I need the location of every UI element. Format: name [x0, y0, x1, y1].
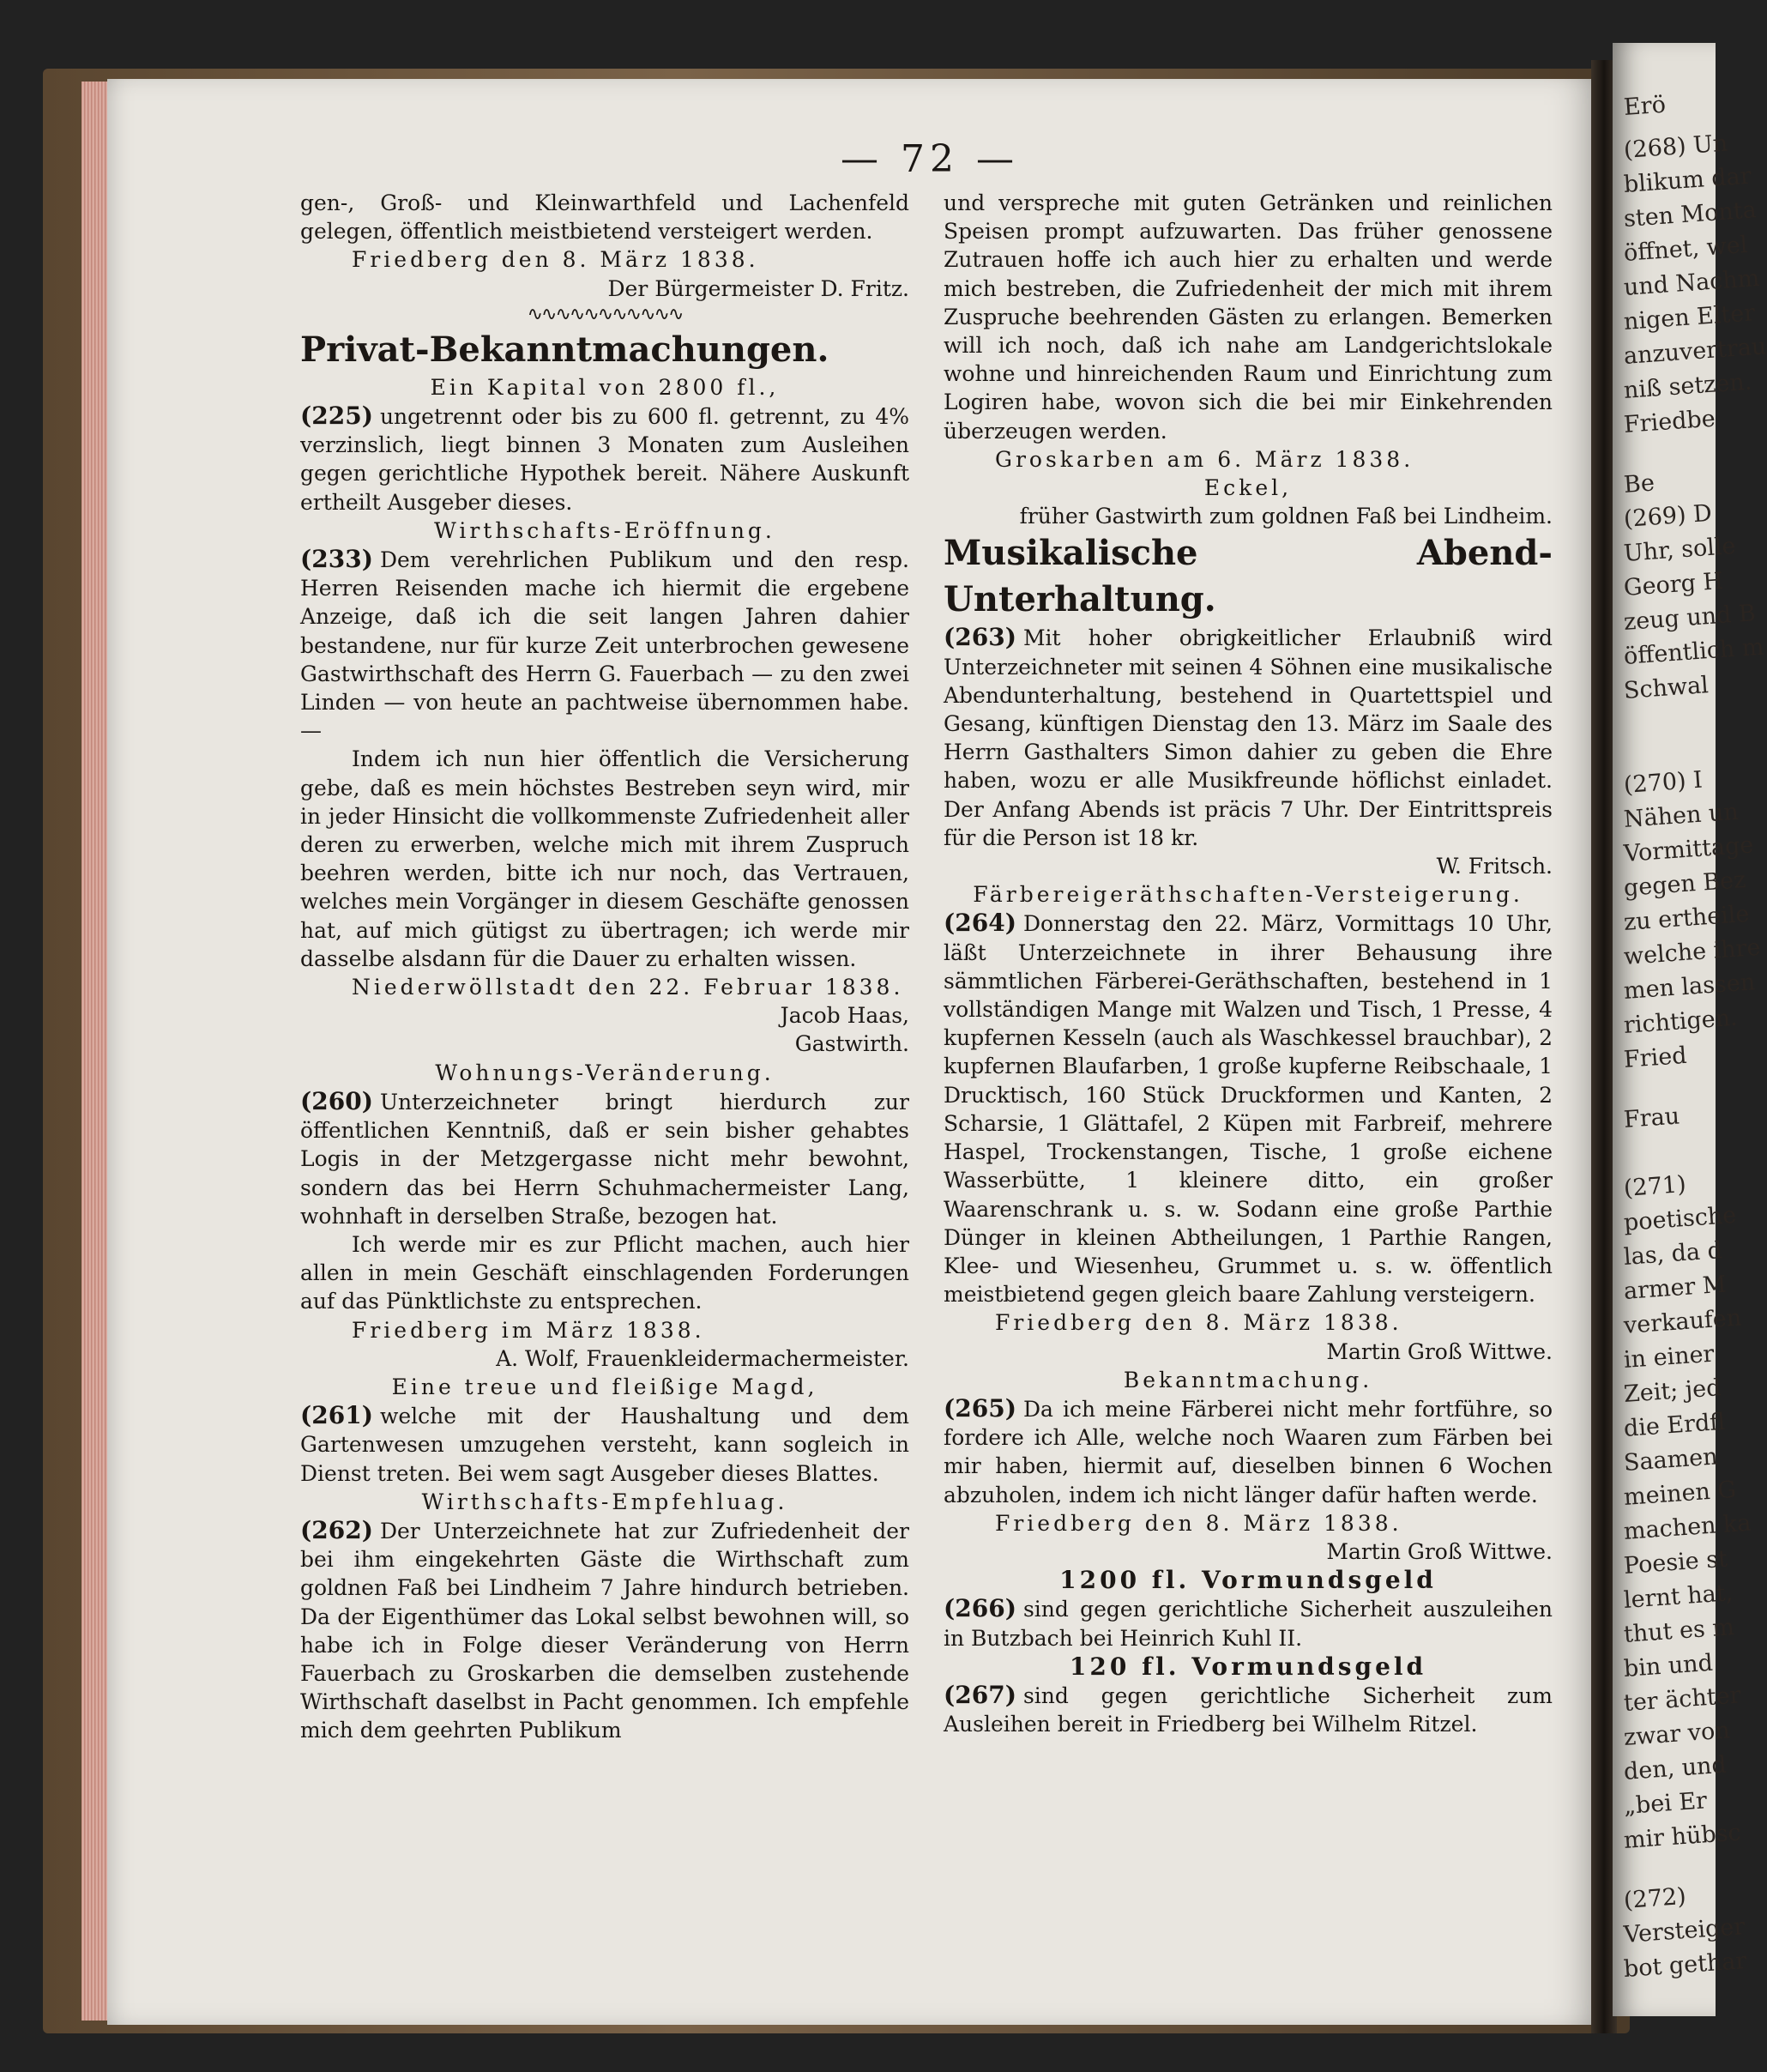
- paragraph-text: sind gegen gerichtliche Sicherheit zum Ausleihen bereit in Friedberg bei Wilhelm Ritzel.: [944, 1682, 1553, 1737]
- right-paragraph: [944, 445, 1553, 474]
- notice-number: (266): [944, 1594, 1016, 1623]
- left-paragraph: [300, 745, 909, 973]
- paragraph-text: Mit hoher obrigkeitlicher Erlaubniß wird Unterzeichneter mit seinen 4 Söhnen eine musikalische Abendunterhaltung, bestehend in Quartettspiel und Gesang, künftigen Dienstag den 13. März im Saale des Herrn Gasthalters Simon dahier zu geben die Ehre haben, wozu er alle Musikfreunde höflichst einladet. Der Anfang Abends ist präcis 7 Uhr. Der Eintrittspreis für die Person ist 18 kr.: [944, 625, 1553, 850]
- notice-number: (264): [944, 909, 1016, 938]
- paragraph-text: Bekanntmachung.: [1123, 1367, 1373, 1392]
- paragraph-text: 120 fl. Vormundsgeld: [1069, 1652, 1427, 1681]
- right-paragraph: [944, 1594, 1553, 1652]
- right-paragraph: [944, 623, 1553, 852]
- paragraph-text: Färbereigeräthschaften-Versteigerung.: [973, 882, 1523, 908]
- right-paragraph: [944, 1652, 1553, 1681]
- next-page-text-fragment: bot gethar: [1623, 1947, 1748, 1983]
- paragraph-text: Martin Groß Wittwe.: [1326, 1538, 1553, 1564]
- right-paragraph: [944, 1394, 1553, 1509]
- next-page-text-fragment: Schwal: [1623, 672, 1710, 704]
- next-page-text-fragment: bin und: [1623, 1649, 1714, 1682]
- next-page-text-fragment: Be: [1623, 469, 1655, 498]
- paragraph-text: Wirthschafts-Eröffnung.: [434, 517, 775, 543]
- next-page-text-fragment: men lassen: [1623, 969, 1757, 1005]
- next-page-text-fragment: verkaufen: [1623, 1304, 1743, 1339]
- paragraph-text: A. Wolf, Frauenkleidermachermeister.: [496, 1345, 909, 1371]
- next-page-text-fragment: mir hübsc: [1623, 1819, 1742, 1854]
- notice-number: (267): [944, 1680, 1016, 1709]
- left-paragraph: [300, 1401, 909, 1488]
- right-paragraph: [944, 1308, 1553, 1337]
- left-paragraph: [300, 1516, 909, 1745]
- left-paragraph: [300, 275, 909, 303]
- left-paragraph: [300, 1087, 909, 1230]
- paragraph-text: Indem ich nun hier öffentlich die Versicherung gebe, daß es mein höchstes Bestreben seyn wird, mir in jeder Hinsicht die vollkommenste Zufriedenheit aller deren zu erwerben, welche mich mit ihrem Zuspruch beehren werden, bitte ich nur noch, das Vertrauen, welches mein Vorgänger in diesem Geschäfte genossen hat, auf mich gütigst zu übertragen; ich werde mir dasselbe alsdann für die Dauer zu erhalten wissen.: [300, 746, 909, 971]
- paragraph-text: W. Fritsch.: [1436, 854, 1553, 879]
- next-page-text-fragment: Nähen un: [1623, 798, 1740, 833]
- notice-number: (225): [300, 402, 373, 431]
- right-paragraph: [944, 1509, 1553, 1537]
- next-page-text-fragment: machen ka: [1623, 1509, 1752, 1545]
- left-paragraph: [300, 516, 909, 545]
- notice-number: (263): [944, 623, 1016, 652]
- next-page-text-fragment: zu ertheile: [1623, 900, 1751, 936]
- paragraph-text: Groskarben am 6. März 1838.: [995, 446, 1414, 472]
- left-paragraph: [300, 189, 909, 245]
- paragraph-text: Gastwirth.: [794, 1031, 909, 1057]
- notice-number: (233): [300, 545, 373, 574]
- paragraph-text: Privat-Bekanntmachungen.: [300, 329, 829, 370]
- left-paragraph: [300, 1488, 909, 1516]
- right-paragraph: [944, 852, 1553, 880]
- paragraph-text: Friedberg den 8. März 1838.: [995, 1510, 1402, 1536]
- paragraph-text: Eine treue und fleißige Magd,: [391, 1374, 818, 1399]
- next-page-text-fragment: Poesie st: [1623, 1545, 1728, 1580]
- right-column: [944, 189, 1553, 1738]
- left-paragraph: [300, 245, 909, 274]
- left-paragraph: [300, 373, 909, 402]
- next-page-text-fragment: Erö: [1623, 91, 1667, 121]
- paragraph-text: Ich werde mir es zur Pflicht machen, auch hier allen in mein Geschäft einschlagenden Forderungen auf das Pünktlichste zu entsprechen.: [300, 1231, 909, 1314]
- left-paragraph: [300, 1030, 909, 1058]
- left-paragraph: [300, 1316, 909, 1344]
- right-paragraph: [944, 1338, 1553, 1366]
- next-page-fragment: [1613, 43, 1767, 2016]
- next-page-text-fragment: poetische: [1623, 1201, 1738, 1236]
- next-page-text-fragment: den, und: [1623, 1751, 1728, 1785]
- paragraph-text: sind gegen gerichtliche Sicherheit auszuleihen in Butzbach bei Heinrich Kuhl II.: [944, 1597, 1553, 1651]
- right-paragraph: [944, 474, 1553, 502]
- paragraph-text: Friedberg im März 1838.: [352, 1317, 705, 1343]
- next-page-text-fragment: zeug und B: [1623, 600, 1757, 636]
- ornament-divider: ∿∿∿∿∿∿∿∿∿∿∿: [527, 303, 683, 325]
- paragraph-text: Unterzeichneter bringt hierdurch zur öffentlichen Kenntniß, daß er sein bisher gehabtes Logis in der Metzgergasse nicht mehr bewohnt, sondern das bei Herrn Schuhmachermeister Lang, wohnhaft in derselben Straße, bezogen hat.: [300, 1089, 909, 1229]
- next-page-text-fragment: welche ihre: [1623, 933, 1762, 970]
- next-page-text-fragment: gegen Bez: [1623, 867, 1747, 902]
- right-paragraph: [944, 1566, 1553, 1594]
- next-page-text-fragment: anzuvertrau: [1623, 333, 1767, 370]
- paragraph-text: Da ich meine Färberei nicht mehr fortführe, so fordere ich Alle, welche noch Waaren zum Färben bei mir haben, hiermit auf, dieselben binnen 6 Wochen abzuholen, indem ich nicht länger dafür haften werde.: [944, 1396, 1553, 1507]
- next-page-text-fragment: lernt hat,: [1623, 1580, 1734, 1614]
- next-page-text-fragment: Zeit; jed: [1623, 1374, 1722, 1408]
- next-page-text-fragment: sten Monta: [1623, 196, 1758, 233]
- paragraph-text: Martin Groß Wittwe.: [1326, 1338, 1553, 1364]
- next-page-text-fragment: öffentlich m: [1623, 633, 1765, 670]
- next-page-text-fragment: Frau: [1623, 1102, 1681, 1133]
- left-paragraph: [300, 973, 909, 1001]
- left-paragraph: [300, 327, 909, 373]
- paragraph-text: Wirthschafts-Empfehluag.: [421, 1489, 788, 1514]
- right-paragraph: [944, 1681, 1553, 1738]
- notice-number: (262): [300, 1515, 373, 1544]
- next-page-text-fragment: (271): [1623, 1170, 1687, 1202]
- next-page-text-fragment: Vormittage: [1623, 831, 1755, 867]
- paragraph-text: 1200 fl. Vormundsgeld: [1059, 1566, 1437, 1595]
- next-page-text-fragment: (272): [1623, 1882, 1687, 1914]
- left-column: [300, 189, 909, 1745]
- paragraph-text: Der Unterzeichnete hat zur Zufriedenheit der bei ihm eingekehrten Gäste die Wirthschaft zum goldnen Faß bei Lindheim 7 Jahre hindurch betrieben. Da der Eigenthümer das Lokal selbst bewohnen will, so habe ich in Folge dieser Veränderung von Herrn Fauerbach zu Groskarben die demselben zustehende Wirthschaft daselbst in Pacht genommen. Ich empfehle mich dem geehrten Publikum: [300, 1518, 909, 1743]
- left-paragraph: [300, 1001, 909, 1030]
- next-page-text-fragment: thut es m: [1623, 1613, 1735, 1648]
- next-page-text-fragment: (268) Un: [1623, 130, 1729, 164]
- next-page-text-fragment: die Erdfl: [1623, 1408, 1727, 1442]
- next-page-text-fragment: und Nachm: [1623, 264, 1761, 301]
- left-paragraph: [300, 1059, 909, 1087]
- paragraph-text: Friedberg den 8. März 1838.: [352, 247, 759, 273]
- paragraph-text: Ein Kapital von 2800 fl.,: [430, 374, 780, 400]
- notice-number: (265): [944, 1393, 1016, 1423]
- next-page-text-fragment: niß setzen.: [1623, 368, 1753, 404]
- paragraph-text: Jacob Haas,: [780, 1003, 909, 1029]
- paragraph-text: gen-, Groß- und Kleinwarthfeld und Lachenfeld gelegen, öffentlich meistbietend versteigert werden.: [300, 190, 909, 245]
- paragraph-text: welche mit der Haushaltung und dem Gartenwesen umzugehen versteht, kann sogleich in Dienst treten. Bei wem sagt Ausgeber dieses Blattes.: [300, 1404, 909, 1486]
- paragraph-text: Musikalische Abend-Unterhaltung.: [944, 533, 1553, 620]
- left-paragraph: [300, 1344, 909, 1373]
- next-page-text-fragment: Fried: [1623, 1042, 1688, 1073]
- paragraph-text: Wohnungs-Veränderung.: [435, 1060, 775, 1085]
- left-paragraph: [300, 1373, 909, 1401]
- next-page-text-fragment: Friedbe: [1623, 405, 1716, 438]
- next-page-text-fragment: armer M: [1623, 1271, 1728, 1305]
- right-paragraph: [944, 1366, 1553, 1394]
- next-page-text-fragment: meinen G: [1623, 1476, 1737, 1511]
- right-paragraph: [944, 909, 1553, 1308]
- paragraph-text: und verspreche mit guten Getränken und reinlichen Speisen prompt aufzuwarten. Das früher genossene Zutrauen hoffe ich auch hier zu erhalten und werde mich bestreben, die Zufriedenheit der mich mit ihrem Zuspruche beehrenden Gästen zu erlangen. Bemerken will ich noch, daß ich nahe am Landgerichtslokale wohne und hinreichenden Raum und Einrichtung zum Logiren habe, wovon sich die bei mir Einkehrenden überzeugen werden.: [944, 190, 1553, 444]
- right-paragraph: [944, 502, 1553, 530]
- paragraph-text: Niederwöllstadt den 22. Februar 1838.: [352, 975, 904, 1000]
- next-page-text-fragment: Versteiger: [1623, 1913, 1746, 1948]
- left-paragraph: [300, 1230, 909, 1316]
- next-page-text-fragment: (270) I: [1623, 766, 1704, 799]
- paragraph-text: Eckel,: [1203, 475, 1293, 501]
- next-page-text-fragment: (269) D: [1623, 499, 1713, 533]
- next-page-text-fragment: Saamen: [1623, 1443, 1719, 1477]
- paragraph-text: Dem verehrlichen Publikum und den resp. Herren Reisenden mache ich hiermit die ergebene Anzeige, daß ich die seit langen Jahren dahier bestandene, nur für kurze Zeit unterbrochen gewesene Gastwirthschaft des Herrn G. Fauerbach — zu den zwei Linden — von heute an pachtweise übernommen habe. —: [300, 547, 909, 744]
- next-page-text-fragment: zwar von: [1623, 1717, 1731, 1751]
- paragraph-text: Donnerstag den 22. März, Vormittags 10 Uhr, läßt Unterzeichnete in ihrer Behausung ihre sämmtlichen Färberei-Geräthschaften, bestehend in 1 vollständigen Mange mit Walzen und Tisch, 1 Presse, 4 kupfernen Kesseln (auch als Waschkessel brauchbar), 2 kupfernen Blaufarben, 1 große kupferne Reibschaale, 1 Drucktisch, 160 Stück Druckformen und Kanten, 2 Scharsie, 1 Glättafel, 2 Küpen mit Farbreif, mehrere Haspel, Trockenstangen, Tische, 1 große eichene Wasserbütte, 1 kleinere ditto, ein großer Waarenschrank u. s. w. Sodann eine große Parthie Dünger in kleinen Abtheilungen, 1 Parthie Rangen, Klee- und Wiesenheu, Grummet u. s. w. öffentlich meistbietend gegen gleich baare Zahlung versteigern.: [944, 911, 1553, 1308]
- right-paragraph: [944, 189, 1553, 445]
- next-page-text-fragment: „bei Er: [1623, 1787, 1709, 1820]
- next-page-text-fragment: richtigen.: [1623, 1004, 1739, 1039]
- notice-number: (260): [300, 1086, 373, 1115]
- next-page-text-fragment: Georg H: [1623, 567, 1725, 601]
- next-page-text-fragment: blikum dar: [1623, 162, 1752, 198]
- right-paragraph: [944, 880, 1553, 909]
- next-page-text-fragment: öffnet, wel: [1623, 231, 1749, 267]
- next-page-text-fragment: in einer: [1623, 1340, 1716, 1374]
- right-paragraph: [944, 530, 1553, 623]
- notice-number: (261): [300, 1401, 373, 1430]
- page-number: — 72 —: [841, 137, 1019, 181]
- paragraph-text: Friedberg den 8. März 1838.: [995, 1310, 1402, 1336]
- next-page-text-fragment: ter ächter: [1623, 1682, 1742, 1717]
- paragraph-text: ungetrennt oder bis zu 600 fl. getrennt, zu 4% verzinslich, liegt binnen 3 Monaten zum Ausleihen gegen gerichtliche Hypothek bereit. Nähere Auskunft ertheilt Ausgeber dieses.: [300, 404, 909, 515]
- left-paragraph: [300, 545, 909, 745]
- next-page-text-fragment: las, da d: [1623, 1236, 1723, 1271]
- paragraph-text: Der Bürgermeister D. Fritz.: [607, 275, 909, 301]
- next-page-text-fragment: nigen Elter: [1623, 299, 1757, 335]
- right-paragraph: [944, 1537, 1553, 1566]
- next-page-text-fragment: Uhr, solle: [1623, 532, 1737, 567]
- left-paragraph: [300, 402, 909, 516]
- paragraph-text: früher Gastwirth zum goldnen Faß bei Lindheim.: [1019, 504, 1553, 529]
